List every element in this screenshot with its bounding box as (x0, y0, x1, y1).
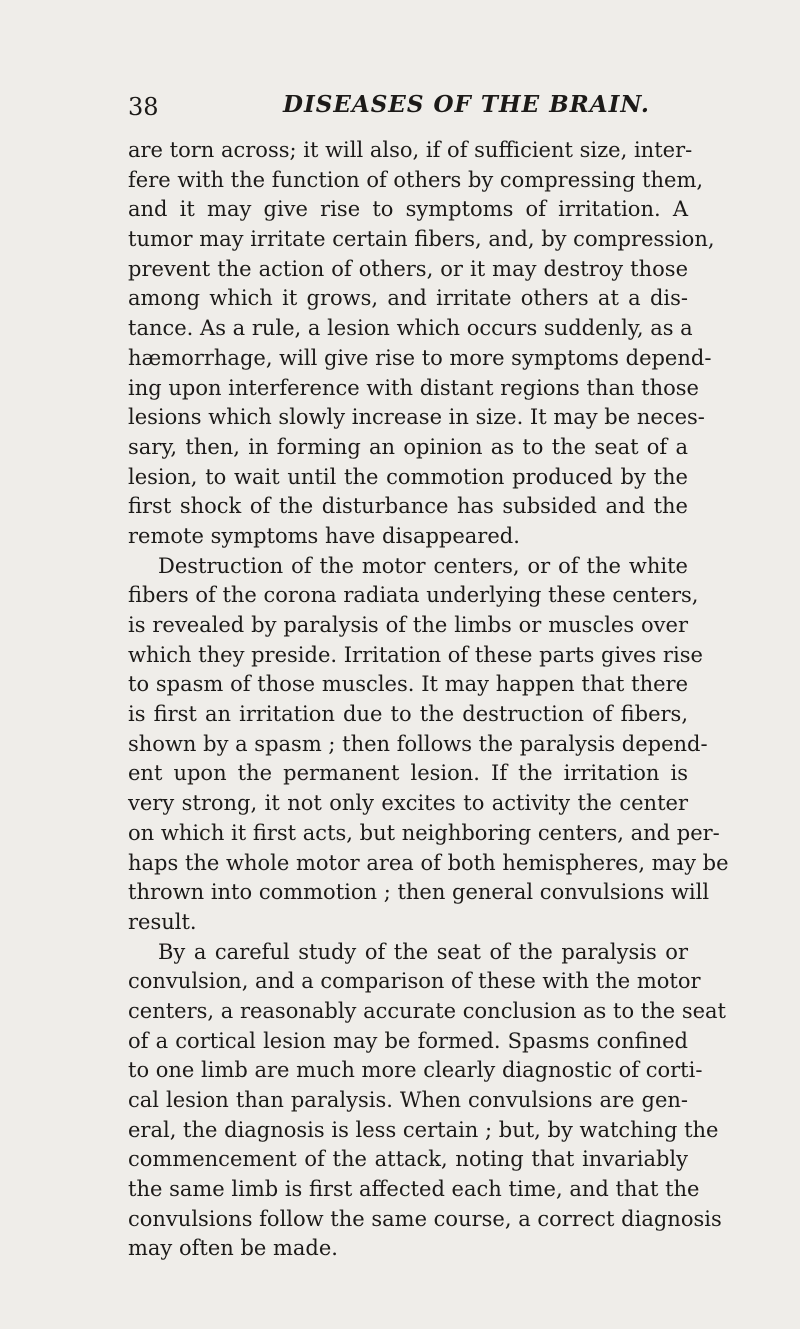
text-line: is revealed by paralysis of the limbs or muscles over (128, 613, 688, 637)
text-line: which they preside. Irritation of these parts gives rise (128, 642, 703, 667)
running-head: DISEASES OF THE BRAIN. (283, 91, 650, 118)
text-line: first shock of the disturbance has subsided and the (128, 494, 688, 519)
text-line: may often be made. (128, 1236, 338, 1261)
text-line: prevent the action of others, or it may destroy those (128, 256, 688, 281)
page-number: 38 (128, 93, 159, 121)
text-line: lesions which slowly increase in size. It may be neces- (128, 405, 705, 430)
text-line: convulsion, and a comparison of these with the motor (128, 969, 701, 994)
text-line: convulsions follow the same course, a correct diagnosis (128, 1206, 722, 1231)
text-line: are torn across; it will also, if of sufficient size, inter- (128, 138, 693, 162)
text-line: to one limb are much more clearly diagnostic of corti- (128, 1058, 703, 1083)
text-line: centers, a reasonably accurate conclusion as to the seat (128, 998, 726, 1023)
text-line: commencement of the attack, noting that invariably (128, 1147, 688, 1172)
text-line: haps the whole motor area of both hemispheres, may be (128, 850, 729, 875)
text-line: eral, the diagnosis is less certain ; but, by watching the (128, 1117, 719, 1142)
text-line: ent upon the permanent lesion. If the irritation is (128, 761, 688, 786)
text-line: to spasm of those muscles. It may happen that there (128, 672, 688, 697)
text-line: and it may give rise to symptoms of irritation. A (128, 197, 688, 222)
body-text (128, 136, 729, 1264)
text-line: thrown into commotion ; then general convulsions will (128, 880, 710, 905)
text-line: ing upon interference with distant regions than those (128, 375, 699, 400)
text-line: hæmorrhage, will give rise to more symptoms depend- (128, 345, 712, 370)
text-line: tumor may irritate certain fibers, and, by compression, (128, 227, 715, 252)
text-line: tance. As a rule, a lesion which occurs suddenly, as a (128, 316, 693, 341)
text-line: the same limb is first affected each time, and that the (128, 1177, 700, 1202)
text-line: of a cortical lesion may be formed. Spasms confined (128, 1028, 688, 1053)
text-line: fibers of the corona radiata underlying these centers, (128, 583, 699, 608)
text-line: among which it grows, and irritate others at a dis- (128, 286, 688, 311)
text-line: lesion, to wait until the commotion produced by the (128, 464, 688, 489)
text-line: remote symptoms have disappeared. (128, 523, 520, 548)
text-line: on which it first acts, but neighboring centers, and per- (128, 820, 720, 845)
text-line: fere with the function of others by compressing them, (128, 167, 704, 192)
text-line: is first an irritation due to the destruction of fibers, (128, 702, 688, 727)
text-line: very strong, it not only excites to activity the center (128, 791, 688, 816)
text-line: cal lesion than paralysis. When convulsions are gen- (128, 1088, 688, 1112)
text-line: sary, then, in forming an opinion as to the seat of a (128, 434, 688, 459)
text-line: result. (128, 909, 197, 934)
page-header (128, 92, 688, 122)
text-line: shown by a spasm ; then follows the paralysis depend- (128, 731, 708, 756)
text-line: By a careful study of the seat of the paralysis or (158, 939, 688, 964)
text-line: Destruction of the motor centers, or of the white (158, 553, 688, 578)
